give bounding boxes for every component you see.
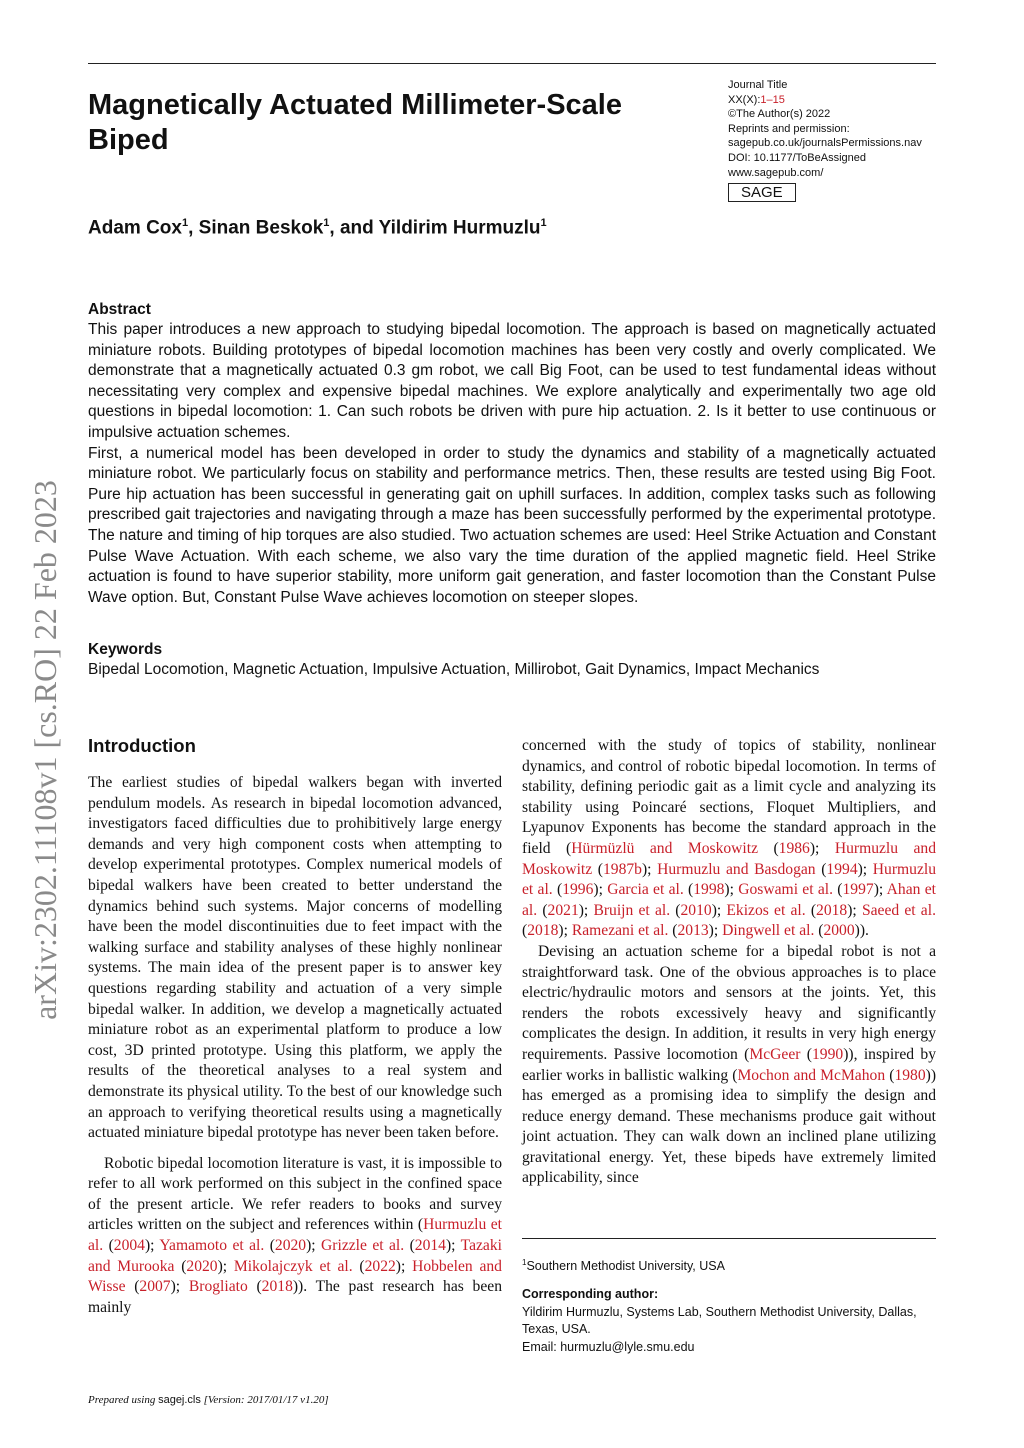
text-run: ( <box>103 1237 114 1255</box>
text-run: ); <box>641 860 658 878</box>
introduction-heading: Introduction <box>88 735 196 756</box>
citation-link[interactable]: Bruijn et al. <box>593 901 671 919</box>
body-paragraph <box>522 736 936 942</box>
sage-logo: SAGE <box>728 183 796 202</box>
paper-title: Magnetically Actuated Millimeter-Scale Biped <box>88 89 622 156</box>
citation-link[interactable]: Mochon and McMahon <box>737 1066 886 1084</box>
footer-prefix: Prepared using <box>88 1394 159 1406</box>
citation-link[interactable]: 1986 <box>778 839 810 857</box>
text-run: Robotic bipedal locomotion literature is vast, it is impossible to refer to all work performed on this subject in the confined space of the present article. We refer readers to books and survey articles written on the subject and references within ( <box>88 1154 502 1234</box>
corresponding-heading: Corresponding author: <box>522 1287 659 1301</box>
affiliation <box>522 1254 936 1275</box>
text-run: ( <box>800 1045 812 1063</box>
text-run: ( <box>805 901 817 919</box>
prepared-footer <box>88 1393 329 1407</box>
text-run: ); <box>170 1278 189 1296</box>
text-run: ( <box>552 881 563 899</box>
text-run: ( <box>247 1278 262 1296</box>
citation-link[interactable]: Mikolajczyk et al. <box>233 1257 353 1275</box>
citation-link[interactable]: Hürmüzlü and Moskowitz <box>571 839 759 857</box>
abstract-heading: Abstract <box>88 301 151 318</box>
keywords-heading: Keywords <box>88 641 163 658</box>
affil-mark: 1 <box>522 1258 527 1267</box>
author-name: Sinan Beskok <box>198 217 324 239</box>
text-run: concerned with the study of topics of stability, nonlinear dynamics, and control of robotic bipedal locomotion. In terms of stability, defining periodic gait as a limit cycle and analyzing its stability using Poincaré sections, Floquet Multipliers, and Lyapunov Exponents has become the standard approach in the field ( <box>522 737 936 857</box>
arxiv-stamp: arXiv:2302.11108v1 [cs.RO] 22 Feb 2023 <box>27 480 63 1020</box>
text-run: ); <box>857 860 873 878</box>
citation-link[interactable]: 2018 <box>816 901 848 919</box>
citation-link[interactable]: 2000 <box>823 922 855 940</box>
body-paragraph <box>88 773 502 1144</box>
citation-link[interactable]: 2010 <box>680 901 712 919</box>
corresponding-email: Email: hurmuzlu@lyle.smu.edu <box>522 1339 695 1354</box>
text-run: ); <box>593 881 608 899</box>
citation-link[interactable]: Ahan et al. <box>522 881 936 919</box>
author-name: Yildirim Hurmuzlu <box>378 217 541 239</box>
corresponding-author <box>522 1286 936 1356</box>
footnote-rule <box>522 1238 936 1239</box>
abstract-section <box>88 300 936 608</box>
left-column <box>88 773 502 1318</box>
citation-link[interactable]: 2021 <box>547 901 579 919</box>
text-run: ( <box>814 922 824 940</box>
text-run: ( <box>174 1257 187 1275</box>
text-run: ( <box>592 860 603 878</box>
citation-link[interactable]: Hurmuzlu and Basdogan <box>657 860 816 878</box>
author-name: Adam Cox <box>88 217 182 239</box>
author-sep: , <box>188 217 199 239</box>
text-run: ( <box>815 860 827 878</box>
citation-link[interactable]: Grizzle et al. <box>321 1237 405 1255</box>
text-run: )) has emerged as a promising idea to simplify the design and reduce energy demand. These mechanisms produce gait without joint actuation. They can walk down an inclined plane utilizing gravitational energy. Yet, these bipeds have extremely limited applicability, since <box>522 1066 937 1187</box>
author-list <box>88 211 547 240</box>
citation-link[interactable]: McGeer <box>749 1045 801 1063</box>
right-column <box>522 736 936 1189</box>
page-range-link[interactable]: 1–15 <box>760 93 785 106</box>
text-run: ); <box>708 922 723 940</box>
citation-link[interactable]: 2018 <box>527 922 559 940</box>
text-run: )). The past research has been mainly <box>88 1278 502 1316</box>
abstract-paragraph: First, a numerical model has been developed in order to study the dynamics and stability of a magnetically actuated miniature robot. We particularly focus on stability and performance metrics. Then, these results are tested using Big Foot. Pure hip actuation has been successful in generating gait on uphill surfaces. In addition, complex tasks such as following prescribed gait trajectories and navigating through a maze has been successfully performed by the experimental prototype. The nature and timing of hip torques are also studied. Two actuation schemes are used: Heel Strike Actuation and Constant Pulse Wave Actuation. With each scheme, we also vary the time duration of the applied magnetic field. Heel Strike actuation is found to have superior stability, more uniform gait generation, and faster locomotion than the Constant Pulse Wave option. But, Constant Pulse Wave achieves locomotion on steeper slopes. <box>88 444 936 606</box>
text-run: ); <box>873 881 887 899</box>
citation-link[interactable]: Hobbelen and Wisse <box>88 1257 502 1296</box>
citation-link[interactable]: Hurmuzlu and Moskowitz <box>522 839 936 878</box>
text-run: ( <box>833 881 843 899</box>
doi: DOI: 10.1177/ToBeAssigned <box>728 151 866 164</box>
citation-link[interactable]: 2013 <box>677 922 709 940</box>
text-run: )). <box>854 922 869 940</box>
citation-link[interactable]: 1996 <box>562 881 594 899</box>
citation-link[interactable]: Dingwell et al. <box>722 922 815 940</box>
text-run: Devising an actuation scheme for a bipedal robot is not a straightforward task. One of the obvious approaches is to place electric/hydraulic motors and sensors at the joints. Yet, this renders the robots excessively heavy and significantly complicates the design. In addition, it results in very high energy requirements. Passive locomotion ( <box>522 942 936 1063</box>
citation-link[interactable]: 1994 <box>826 860 858 878</box>
text-run: ( <box>885 1066 895 1084</box>
citation-link[interactable]: Garcia et al. <box>607 881 684 899</box>
corresponding-text: Yildirim Hurmuzlu, Systems Lab, Southern Methodist University, Dallas, Texas, USA. <box>522 1304 917 1336</box>
citation-link[interactable]: 2020 <box>274 1237 307 1255</box>
citation-link[interactable]: 1987b <box>602 860 642 878</box>
journal-volume: XX(X): <box>728 93 761 106</box>
reprints-url: sagepub.co.uk/journalsPermissions.nav <box>728 137 922 150</box>
publisher-site: www.sagepub.com/ <box>728 166 824 179</box>
text-run: ( <box>522 922 528 940</box>
citation-link[interactable]: 2007 <box>139 1278 171 1296</box>
text-run: ); <box>395 1257 413 1275</box>
citation-link[interactable]: 1990 <box>812 1045 844 1063</box>
text-run: ( <box>668 922 678 940</box>
text-run: ( <box>404 1237 415 1255</box>
top-rule <box>88 63 936 64</box>
reprints-label: Reprints and permission: <box>728 122 850 135</box>
citation-link[interactable]: 2020 <box>186 1257 218 1275</box>
citation-link[interactable]: 1997 <box>842 881 874 899</box>
text-run: The earliest studies of bipedal walkers began with inverted pendulum models. As research in bipedal locomotion advanced, investigators faced difficulties due to prohibitively large energy demands and very high component costs when attempting to develop experimental prototypes. Complex numerical models of bipedal walkers have been created to better understand the dynamics behind such systems. Major concerns of modelling have been the model discontinuities due to feet impact with the walking surface and stability analyses of these highly nonlinear systems. The main idea of the present paper is to answer key questions regarding stability and actuation of a very simple bipedal walker. In addition, we develop a magnetically actuated miniature robot as an experimental platform to produce a low cost, 3D printed prototype. Using this platform, we apply the results of the theoretical analyses to a real system and demonstrate its physical utility. To the best of our knowledge such an approach to verifying theoretical results using a magnetically actuated miniature bipedal prototype has never been taken before. <box>88 774 502 1142</box>
abstract-paragraph: This paper introduces a new approach to studying bipedal locomotion. The approach is based on magnetically actuated miniature robots. Building prototypes of bipedal locomotion machines has been very costly and overly complicated. We demonstrate that a magnetically actuated 0.3 gm robot, we call Big Foot, can be used to test fundamental ideas without necessitating very complex and expensive bipedal machines. We explore analytically and experimentally two age old questions in bipedal locomotion: 1. Can such robots be driven with pure hip actuation. 2. Is it better to use continuous or impulsive actuation schemes. <box>88 321 936 441</box>
citation-link[interactable]: Hurmuzlu et al. <box>522 860 936 899</box>
author-affil-mark: 1 <box>181 217 189 229</box>
footer-version: [Version: 2017/01/17 v1.20] <box>200 1394 329 1406</box>
text-run: ( <box>758 839 779 857</box>
author-affil-mark: 1 <box>540 217 547 229</box>
keywords-list: Bipedal Locomotion, Magnetic Actuation, Impulsive Actuation, Millirobot, Gait Dynamics, Impact Mechanics <box>88 661 820 678</box>
author-affil-mark: 1 <box>323 217 330 229</box>
journal-title: Journal Title <box>728 79 788 91</box>
citation-link[interactable]: Ramezani et al. <box>571 922 669 940</box>
text-run: ); <box>847 901 862 919</box>
text-run: ); <box>578 901 594 919</box>
text-run: ); <box>724 881 739 899</box>
text-run: )), inspired by earlier works in ballistic walking ( <box>522 1045 936 1084</box>
citation-link[interactable]: Hurmuzlu et al. <box>88 1216 502 1255</box>
text-run: ); <box>711 901 727 919</box>
citation-link[interactable]: 2022 <box>364 1257 396 1275</box>
journal-info <box>728 78 922 202</box>
text-run: ( <box>264 1237 275 1255</box>
text-run: ); <box>809 839 835 857</box>
text-run: ); <box>306 1237 322 1255</box>
text-run: ( <box>683 881 694 899</box>
citation-link[interactable]: 2004 <box>113 1237 145 1255</box>
affil-text: Southern Methodist University, USA <box>526 1259 725 1274</box>
body-paragraph <box>522 942 936 1189</box>
copyright: ©The Author(s) 2022 <box>728 108 831 121</box>
citation-link[interactable]: Saeed et al. <box>861 901 936 919</box>
text-run: ( <box>125 1278 140 1296</box>
citation-link[interactable]: 1980 <box>894 1066 926 1084</box>
citation-link[interactable]: Goswami et al. <box>738 881 834 899</box>
author-sep: , and <box>329 217 379 239</box>
body-paragraph <box>88 1154 502 1319</box>
citation-link[interactable]: Tazaki and Murooka <box>88 1237 502 1275</box>
text-run: ); <box>144 1237 160 1255</box>
citation-link[interactable]: Ekizos et al. <box>726 901 806 919</box>
citation-link[interactable]: Yamamoto et al. <box>159 1237 265 1255</box>
text-run: ( <box>537 901 548 919</box>
citation-link[interactable]: Brogliato <box>188 1278 248 1296</box>
citation-link[interactable]: 2018 <box>261 1278 293 1296</box>
footer-cls: sagej.cls <box>158 1394 201 1406</box>
citation-link[interactable]: 1998 <box>693 881 725 899</box>
keywords-section <box>88 640 936 681</box>
text-run: ); <box>217 1257 234 1275</box>
text-run: ( <box>670 901 681 919</box>
text-run: ( <box>352 1257 365 1275</box>
text-run: ); <box>445 1237 461 1255</box>
text-run: ); <box>558 922 572 940</box>
citation-link[interactable]: 2014 <box>414 1237 446 1255</box>
